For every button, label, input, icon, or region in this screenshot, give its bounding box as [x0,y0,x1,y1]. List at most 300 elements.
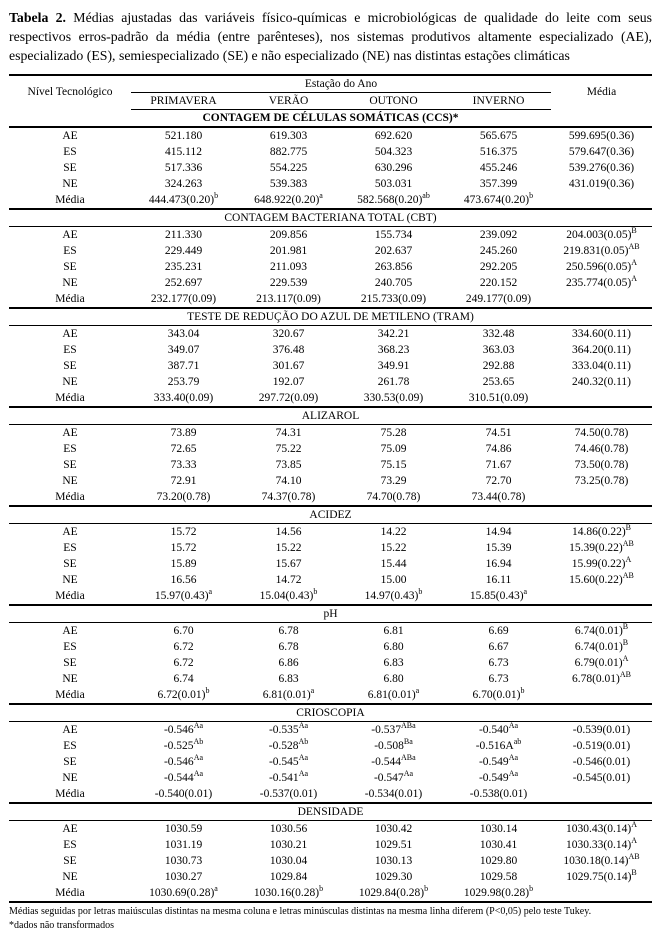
table-row [9,556,652,572]
table-cell: 263.856 [374,260,413,273]
table-cell: 15.89 [170,557,197,570]
row-label: ES [63,838,77,851]
tukey-letter: A [622,653,629,663]
table-cell: $-0.549^{Aa}$ [478,768,519,784]
tukey-letter: AB [622,538,634,548]
table-row [9,655,652,671]
section-title: CONTAGEM BACTERIANA TOTAL (CBT) [9,209,652,227]
tukey-letter: A [631,835,637,845]
row-label: ES [63,739,77,752]
table-cell: 387.71 [167,359,200,372]
tukey-letter: B [622,621,629,631]
table-cell: 253.65 [482,375,515,388]
section-header-row [9,110,652,128]
table-cell: 240.705 [374,276,413,289]
row-label: Média [55,787,85,800]
table-cell: 14.56 [275,525,302,538]
table-cell [551,291,652,308]
table-cell: 192.07 [272,375,305,388]
row-label: NE [62,474,78,487]
table-cell: $1029.84(0.28)^b$ [358,883,429,899]
tukey-letter: Ba [403,736,413,746]
row-label: AE [62,327,78,340]
table-cell: $648.922(0.20)^a$ [254,190,323,206]
table-cell: 1031.19 [164,838,203,851]
table-cell: 16.94 [485,557,512,570]
table-cell: 599.695(0.36) [568,129,635,142]
table-cell: 235.231 [164,260,203,273]
table-cell: 15.44 [380,557,407,570]
table-cell: 368.23 [377,343,410,356]
table-cell: 74.51 [485,426,512,439]
table-cell: $444.473(0.20)^b$ [148,190,219,206]
table-cell: 73.29 [380,474,407,487]
table-cell: 211.093 [270,260,307,273]
table-row [9,540,652,556]
table-cell: $-0.540^{Aa}$ [478,720,519,736]
column-header-season: OUTONO [341,93,446,110]
table-caption [9,8,652,65]
table-cell: 1030.59 [164,822,203,835]
table-cell: -0.545(0.01) [572,771,631,784]
table-cell: -0.519(0.01) [572,739,631,752]
table-row [9,326,652,343]
table-row [9,885,652,902]
table-cell: $-0.516A^{ab}$ [475,736,522,752]
tukey-letter: Aa [193,768,204,778]
table-row [9,160,652,176]
table-cell: $-0.547^{Aa}$ [373,768,414,784]
row-label: Média [55,391,85,404]
table-cell: 1029.84 [269,870,308,883]
column-header-media: Média [586,86,617,99]
table-cell: 74.31 [275,426,302,439]
section-title: CRIOSCOPIA [9,704,652,722]
table-cell: -0.534(0.01) [364,787,423,800]
row-label: NE [62,276,78,289]
table-cell: 521.180 [164,129,203,142]
table-cell: $6.70(0.01)^b$ [472,685,525,701]
table-cell: 1029.30 [374,870,413,883]
table-cell: $15.99(0.22)^A$ [571,554,632,570]
table-cell: $1030.43(0.14)^A$ [566,819,637,835]
tukey-letter: B [625,522,631,532]
row-label: AE [62,129,78,142]
tukey-letter: a [523,586,528,596]
table-cell: 239.092 [479,228,518,241]
table-row [9,639,652,655]
table-caption-label: Tabela 2. [9,10,67,25]
tukey-letter: b [319,883,324,893]
tukey-letter: a [415,685,420,695]
tukey-letter: a [310,685,315,695]
table-cell: $204.003(0.05)^B$ [566,225,637,241]
section-title: CONTAGEM DE CÉLULAS SOMÁTICAS (CCS)* [9,110,652,128]
table-cell: 517.336 [164,161,203,174]
table-cell: 579.647(0.36) [568,145,635,158]
tukey-letter: A [631,819,637,829]
table-cell: 245.260 [479,244,518,257]
table-row [9,572,652,588]
table-cell: 330.53(0.09) [363,391,424,404]
table-cell: 431.019(0.36) [568,177,635,190]
column-header-season: VERÃO [236,93,341,110]
table-cell: 343.04 [167,327,200,340]
row-label: NE [62,870,78,883]
table-cell: $-0.535^{Aa}$ [268,720,309,736]
table-cell: 229.449 [164,244,203,257]
table-row [9,176,652,192]
table-cell: 74.86 [485,442,512,455]
row-label: Média [55,589,85,602]
table-cell: $-0.525^{Ab}$ [163,736,204,752]
table-cell: $15.39(0.22)^{AB}$ [569,538,634,554]
tukey-letter: AB [628,241,640,251]
table-cell: 504.323 [374,145,413,158]
table-row [9,489,652,506]
table-cell: 1030.42 [374,822,413,835]
row-label: ES [63,145,77,158]
table-cell: 630.296 [374,161,413,174]
table-cell: 349.07 [167,343,200,356]
table-row [9,722,652,739]
row-label: ES [63,541,77,554]
table-cell: 292.88 [482,359,515,372]
table-cell: 72.70 [485,474,512,487]
table-cell: 539.383 [269,177,308,190]
row-label: Média [55,688,85,701]
tukey-letter: Aa [193,720,204,730]
section-header-row [9,407,652,425]
table-cell: 6.83 [278,672,299,685]
row-label: AE [62,624,78,637]
table-row [9,837,652,853]
table-cell: $250.596(0.05)^A$ [566,257,637,273]
row-label: Média [55,292,85,305]
table-row [9,192,652,209]
table-cell: 75.09 [380,442,407,455]
tukey-letter: Aa [298,768,309,778]
column-header-season: PRIMAVERA [131,93,236,110]
table-row [9,390,652,407]
table-cell: 73.89 [170,426,197,439]
header-row-group [9,75,652,93]
table-cell: $-0.549^{Aa}$ [478,752,519,768]
table-cell [551,885,652,902]
table-row [9,374,652,390]
table-cell [551,489,652,506]
table-cell: -0.537(0.01) [259,787,318,800]
row-label: ES [63,244,77,257]
table-cell: 516.375 [479,145,518,158]
row-label: ES [63,343,77,356]
tukey-letter: Aa [508,752,519,762]
table-cell: 73.85 [275,458,302,471]
table-row [9,259,652,275]
section-header-row [9,308,652,326]
table-cell: 320.67 [272,327,305,340]
table-cell: 1030.21 [269,838,308,851]
table-cell: 74.70(0.78) [366,490,421,503]
table-cell: 155.734 [374,228,413,241]
table-cell: 1030.41 [479,838,518,851]
table-cell: $6.81(0.01)^a$ [367,685,420,701]
tukey-letter: a [208,586,213,596]
tukey-letter: AB [619,669,632,679]
table-cell: 363.03 [482,343,515,356]
table-cell: 334.60(0.11) [572,327,631,340]
table-cell: 15.39 [485,541,512,554]
table-cell: 1030.13 [374,854,413,867]
table-cell: 1029.51 [374,838,413,851]
table-cell: 357.399 [479,177,518,190]
table-row [9,473,652,489]
table-cell: $-0.546^{Aa}$ [163,720,204,736]
table-cell: 15.00 [380,573,407,586]
row-label: SE [63,458,77,471]
tukey-letter: A [625,554,632,564]
table-cell: $1030.16(0.28)^b$ [253,883,324,899]
table-row [9,869,652,885]
section-title: ALIZAROL [9,407,652,425]
table-cell [551,687,652,704]
table-cell: 376.48 [272,343,305,356]
tukey-letter: b [313,586,318,596]
table-cell [551,390,652,407]
footnote-tukey: Médias seguidas por letras maiúsculas distintas na mesma coluna e letras minúsculas distintas na mesma linha diferem (P<0,05) pelo teste Tukey. [9,906,592,918]
table-cell: $1030.33(0.14)^A$ [566,835,637,851]
tukey-letter: b [205,685,210,695]
table-row [9,457,652,473]
table-cell: 232.177(0.09) [150,292,217,305]
table-row [9,441,652,457]
table-cell: 6.83 [383,656,404,669]
table-cell: 6.86 [278,656,299,669]
row-label: NE [62,177,78,190]
table-cell: 71.67 [485,458,512,471]
column-header-season: INVERNO [446,93,551,110]
table-cell: 75.22 [275,442,302,455]
table-row [9,738,652,754]
tukey-letter: Aa [508,768,519,778]
row-label: Média [55,193,85,206]
table-cell: 16.56 [170,573,197,586]
table-cell: $219.831(0.05)^{AB}$ [563,241,640,257]
table-cell: $6.72(0.01)^b$ [157,685,210,701]
table-cell: 1029.80 [479,854,518,867]
tukey-letter: a [319,190,323,200]
table-cell: 75.28 [380,426,407,439]
table-cell: 201.981 [269,244,308,257]
row-label: AE [62,723,78,736]
table-cell: 6.78 [278,640,299,653]
table-cell: 73.50(0.78) [574,458,629,471]
footnote-asterisk: *dados não transformados [9,919,114,931]
table-cell: $-0.544^{Aa}$ [163,768,204,784]
row-label: NE [62,672,78,685]
tukey-letter: Aa [298,752,309,762]
tukey-letter: B [622,637,629,647]
table-cell: 15.72 [170,525,197,538]
table-cell: 6.70 [173,624,194,637]
table-cell: $-0.541^{Aa}$ [268,768,309,784]
table-row [9,687,652,704]
table-cell: $-0.545^{Aa}$ [268,752,309,768]
table-cell: 229.539 [269,276,308,289]
table-row [9,342,652,358]
table-row [9,275,652,291]
table-row [9,770,652,786]
table-cell: 16.11 [485,573,512,586]
table-caption-text: Médias ajustadas das variáveis físico-químicas e microbiológicas de qualidade do leite com seus respectivos erros-padrão da média (entre parênteses), nos sistemas produtivos altamente especializado (AE), especializado (ES), semiespecializado (SE) e não especializado (NE) nas distintas estações climáticas [9,10,652,64]
table-cell: $14.97(0.43)^b$ [364,586,423,602]
table-cell: $1030.18(0.14)^{AB}$ [563,851,640,867]
table-cell: 455.246 [479,161,518,174]
section-title: TESTE DE REDUÇÃO DO AZUL DE METILENO (TRAM) [9,308,652,326]
tukey-letter: b [520,685,525,695]
tukey-letter: ABa [401,720,416,730]
table-cell: -0.540(0.01) [154,787,213,800]
table-cell: $-0.537^{ABa}$ [371,720,416,736]
table-cell: 301.67 [272,359,305,372]
table-cell: -0.538(0.01) [469,787,528,800]
row-label: AE [62,426,78,439]
table-cell: $15.04(0.43)^b$ [259,586,318,602]
table-cell: 15.22 [380,541,407,554]
row-label: SE [63,656,77,669]
table-cell: $235.774(0.05)^A$ [566,273,637,289]
row-label: AE [62,228,78,241]
table-cell: $15.60(0.22)^{AB}$ [569,570,634,586]
row-label: AE [62,525,78,538]
table-cell: 213.117(0.09) [256,292,321,305]
table-cell [551,192,652,209]
row-label: NE [62,375,78,388]
table-cell: 6.78 [278,624,299,637]
table-cell: 565.675 [479,129,518,142]
table-cell: 6.80 [383,640,404,653]
table-cell: -0.539(0.01) [572,723,631,736]
row-label: SE [63,854,77,867]
table-cell: 74.10 [275,474,302,487]
table-row [9,144,652,160]
row-label: ES [63,640,77,653]
table-cell: $-0.546^{Aa}$ [163,752,204,768]
table-cell: 73.25(0.78) [574,474,629,487]
table-cell: 74.37(0.78) [261,490,316,503]
table-cell: $6.81(0.01)^a$ [262,685,315,701]
table-cell: 220.152 [479,276,518,289]
table-cell: 6.80 [383,672,404,685]
section-header-row [9,506,652,524]
table-row [9,227,652,244]
table-row [9,623,652,640]
table-row [9,291,652,308]
table-cell: 73.33 [170,458,197,471]
tukey-letter: b [418,586,423,596]
table-cell: $1029.98(0.28)^b$ [463,883,534,899]
row-label: SE [63,161,77,174]
table-cell: $-0.544^{ABa}$ [371,752,416,768]
column-group-header-estacao-do-ano: Estação do Ano [131,75,551,93]
table-cell: 332.48 [482,327,515,340]
tukey-letter: ab [422,190,430,200]
table-row [9,243,652,259]
table-cell: 74.50(0.78) [574,426,629,439]
table-cell: 333.40(0.09) [153,391,214,404]
tukey-letter: b [214,190,219,200]
tukey-letter: Aa [508,720,519,730]
table-cell: 252.697 [164,276,203,289]
table-cell: 249.177(0.09) [465,292,532,305]
section-title: pH [9,605,652,623]
table-cell: 554.225 [269,161,308,174]
row-label: NE [62,573,78,586]
table-cell: 6.72 [173,640,194,653]
tukey-letter: AB [628,851,640,861]
table-cell: $-0.528^{Ab}$ [268,736,309,752]
tukey-letter: b [424,883,429,893]
table-cell: 6.69 [488,624,509,637]
tukey-letter: b [529,883,534,893]
tukey-letter: Ab [193,736,204,746]
table-cell: $6.78(0.01)^{AB}$ [571,669,632,685]
table-body [9,110,652,903]
table-cell: 1030.73 [164,854,203,867]
row-label: SE [63,557,77,570]
table-cell: 692.620 [374,129,413,142]
section-header-row [9,209,652,227]
section-title: DENSIDADE [9,803,652,821]
row-label: ES [63,442,77,455]
table-cell: $473.674(0.20)^b$ [463,190,534,206]
table-cell: 324.263 [164,177,203,190]
table-row [9,821,652,838]
table-cell: $14.86(0.22)^B$ [571,522,631,538]
table-header [9,75,652,110]
section-header-row [9,605,652,623]
tukey-letter: Aa [403,768,414,778]
table-cell: 292.205 [479,260,518,273]
tukey-letter: Ab [298,736,309,746]
table-cell: 6.72 [173,656,194,669]
tukey-letter: A [631,273,637,283]
tukey-letter: b [529,190,534,200]
table-cell: 415.112 [165,145,202,158]
table-cell: 211.330 [165,228,202,241]
table-cell: 74.46(0.78) [574,442,629,455]
row-label: SE [63,755,77,768]
table-row [9,786,652,803]
table-cell: 6.73 [488,672,509,685]
table-cell: 261.78 [377,375,410,388]
table-cell: 882.775 [269,145,308,158]
row-label: SE [63,260,77,273]
table-cell: 15.67 [275,557,302,570]
section-header-row [9,803,652,821]
table-cell: 15.22 [275,541,302,554]
table-cell: $582.568(0.20)^{ab}$ [357,190,430,206]
table-cell: $1030.69(0.28)^a$ [149,883,218,899]
table-cell: 14.72 [275,573,302,586]
table-row [9,588,652,605]
table-cell: 253.79 [167,375,200,388]
table-row [9,425,652,442]
table-cell: 73.20(0.78) [156,490,211,503]
table-cell: 14.94 [485,525,512,538]
table-cell: 75.15 [380,458,407,471]
table-cell: $6.79(0.01)^A$ [574,653,629,669]
